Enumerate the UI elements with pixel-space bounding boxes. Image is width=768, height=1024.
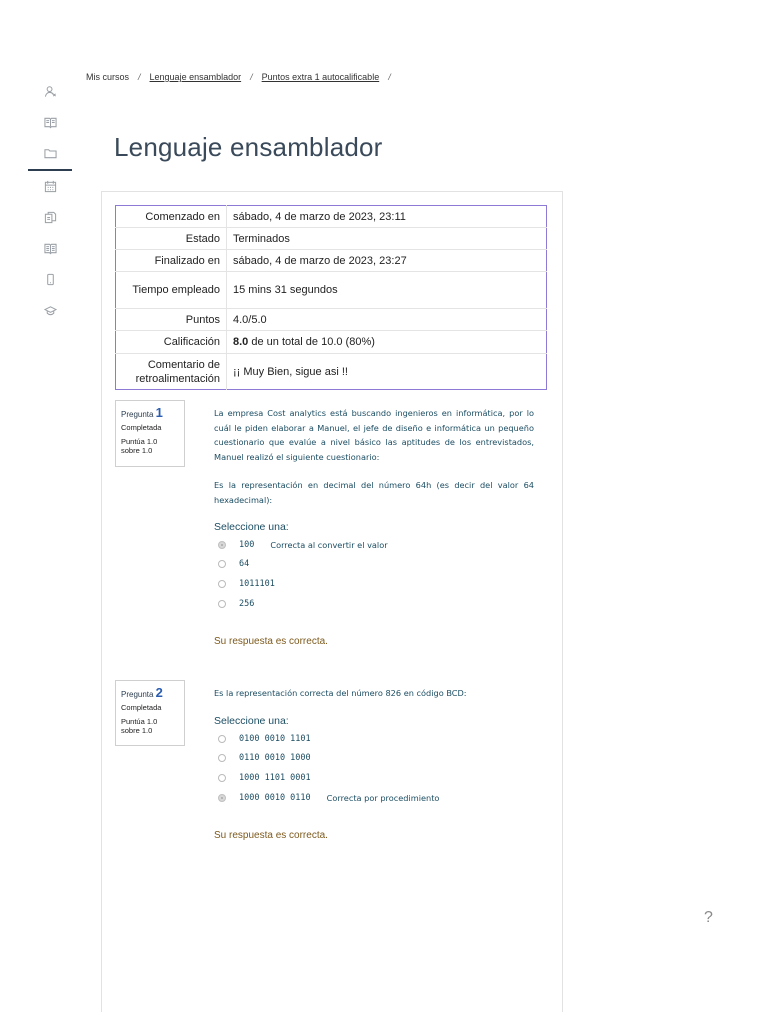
user-icon[interactable] — [28, 76, 72, 107]
answer-option[interactable] — [218, 793, 439, 803]
summary-row — [116, 228, 547, 250]
breadcrumb-item-quiz[interactable]: Puntos extra 1 autocalificable — [261, 72, 380, 82]
question-label: Pregunta — [121, 410, 154, 419]
question-score-max: sobre 1.0 — [121, 726, 153, 735]
question-prompt: Es la representación en decimal del número 64h (es decir del valor 64 hexadecimal): — [214, 480, 534, 505]
question-text: La empresa Cost analytics está buscando ingenieros en informática, por lo cuál le piden elaborar a Manuel, el jefe de diseño e informática un pequeño cuestionario que evalúe a nivel básico las aptitudes de los entrevistados, Manuel realizó el siguiente cuestionario: — [214, 408, 534, 462]
option-text: 1000 1101 0001 — [239, 773, 311, 783]
summary-row — [116, 206, 547, 228]
attempt-summary-table — [115, 205, 547, 390]
question-info-box — [115, 400, 185, 467]
option-text: 0110 0010 1000 — [239, 753, 311, 763]
radio-button[interactable] — [218, 774, 226, 782]
option-feedback: Correcta al convertir el valor — [270, 540, 388, 550]
question-status: Completada — [121, 423, 162, 432]
breadcrumb — [86, 72, 400, 82]
radio-button[interactable] — [218, 735, 226, 743]
breadcrumb-separator: / — [138, 72, 141, 82]
summary-value — [227, 331, 547, 354]
summary-label: Comentario de retroalimentación — [116, 354, 227, 390]
summary-value: ¡¡ Muy Bien, sigue asi !! — [227, 354, 547, 390]
answer-result: Su respuesta es correcta. — [214, 636, 328, 647]
option-text: 64 — [239, 559, 250, 569]
breadcrumb-item-my-courses[interactable]: Mis cursos — [86, 72, 130, 82]
summary-label: Calificación — [116, 331, 227, 354]
answer-option[interactable] — [218, 734, 311, 744]
radio-button[interactable] — [218, 794, 226, 802]
summary-value: 15 mins 31 segundos — [227, 272, 547, 309]
summary-label: Estado — [116, 228, 227, 250]
option-text: 1000 0010 0110 — [239, 793, 311, 803]
answer-option[interactable] — [218, 599, 254, 609]
summary-value: 4.0/5.0 — [227, 309, 547, 331]
phone-icon[interactable] — [28, 264, 72, 295]
question-score: Puntúa 1.0 — [121, 717, 158, 726]
option-text: 256 — [239, 599, 255, 609]
summary-row — [116, 272, 547, 309]
summary-row — [116, 250, 547, 272]
summary-label: Tiempo empleado — [116, 272, 227, 309]
question-status: Completada — [121, 703, 162, 712]
summary-label: Puntos — [116, 309, 227, 331]
calendar-icon[interactable] — [28, 171, 72, 202]
question-info-box — [115, 680, 185, 746]
answer-option[interactable] — [218, 773, 311, 783]
book-open-icon[interactable] — [28, 233, 72, 264]
summary-value: sábado, 4 de marzo de 2023, 23:27 — [227, 250, 547, 272]
summary-label: Comenzado en — [116, 206, 227, 228]
help-button[interactable]: ? — [704, 909, 713, 926]
summary-label: Finalizado en — [116, 250, 227, 272]
book-icon[interactable] — [28, 107, 72, 138]
breadcrumb-separator: / — [250, 72, 253, 82]
option-text: 0100 0010 1101 — [239, 734, 311, 744]
option-feedback: Correcta por procedimiento — [326, 793, 440, 803]
answer-option[interactable] — [218, 559, 249, 569]
question-number: 1 — [155, 405, 163, 420]
radio-button[interactable] — [218, 560, 226, 568]
radio-button[interactable] — [218, 754, 226, 762]
option-text: 1011101 — [239, 579, 275, 589]
grade-value: 8.0 — [233, 336, 249, 348]
radio-button[interactable] — [218, 600, 226, 608]
answer-option[interactable] — [218, 753, 311, 763]
graduation-cap-icon[interactable] — [28, 295, 72, 326]
option-text: 100 — [239, 540, 255, 550]
summary-row — [116, 331, 547, 354]
question-score-max: sobre 1.0 — [121, 446, 153, 455]
question-text: Es la representación correcta del número 826 en código BCD: — [214, 688, 467, 698]
summary-row — [116, 354, 547, 390]
radio-button[interactable] — [218, 541, 226, 549]
question-number: 2 — [155, 685, 163, 700]
left-sidebar — [28, 76, 72, 326]
grade-total: de un total de 10.0 (80%) — [251, 336, 375, 348]
answer-result: Su respuesta es correcta. — [214, 830, 328, 841]
breadcrumb-separator: / — [388, 72, 391, 82]
summary-value: sábado, 4 de marzo de 2023, 23:11 — [233, 210, 406, 223]
answer-option[interactable] — [218, 540, 388, 550]
select-one-label: Seleccione una: — [214, 715, 289, 727]
question-score: Puntúa 1.0 — [121, 437, 158, 446]
page-title: Lenguaje ensamblador — [114, 132, 383, 162]
radio-button[interactable] — [218, 580, 226, 588]
summary-value: Terminados — [227, 228, 547, 250]
folder-icon[interactable] — [28, 138, 72, 171]
breadcrumb-item-course[interactable]: Lenguaje ensamblador — [149, 72, 242, 82]
question-label: Pregunta — [121, 690, 154, 699]
answer-option[interactable] — [218, 579, 275, 589]
select-one-label: Seleccione una: — [214, 521, 289, 533]
files-icon[interactable] — [28, 202, 72, 233]
summary-row — [116, 309, 547, 331]
